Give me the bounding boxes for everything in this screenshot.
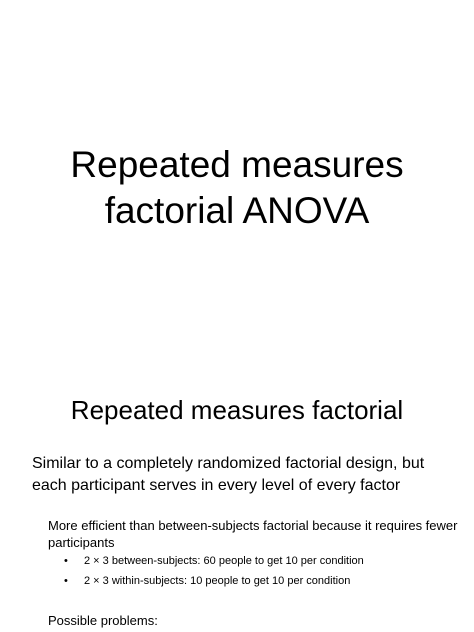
content-slide — [0, 356, 474, 632]
list-item — [64, 554, 454, 568]
list-item — [64, 574, 454, 588]
content-slide-heading: Repeated measures factorial — [70, 395, 404, 425]
problems-heading: Possible problems: — [48, 613, 158, 628]
bullet-icon: • — [64, 575, 68, 587]
bullet-icon: • — [64, 555, 68, 567]
intro-paragraph: Similar to a completely randomized factorial design, but each participant serves in every level of every factor — [32, 455, 425, 494]
efficiency-paragraph: More efficient than between-subjects factorial because it requires fewer participants — [48, 518, 458, 550]
title-line-2: factorial ANOVA — [104, 190, 370, 231]
bullet-text: 2 × 3 within-subjects: 10 people to get 10 per condition — [84, 575, 351, 587]
bullet-list — [64, 554, 454, 594]
title-slide-heading — [0, 142, 474, 234]
title-line-1: Repeated measures — [70, 144, 404, 185]
bullet-text: 2 × 3 between-subjects: 60 people to get 10 per condition — [84, 555, 364, 567]
